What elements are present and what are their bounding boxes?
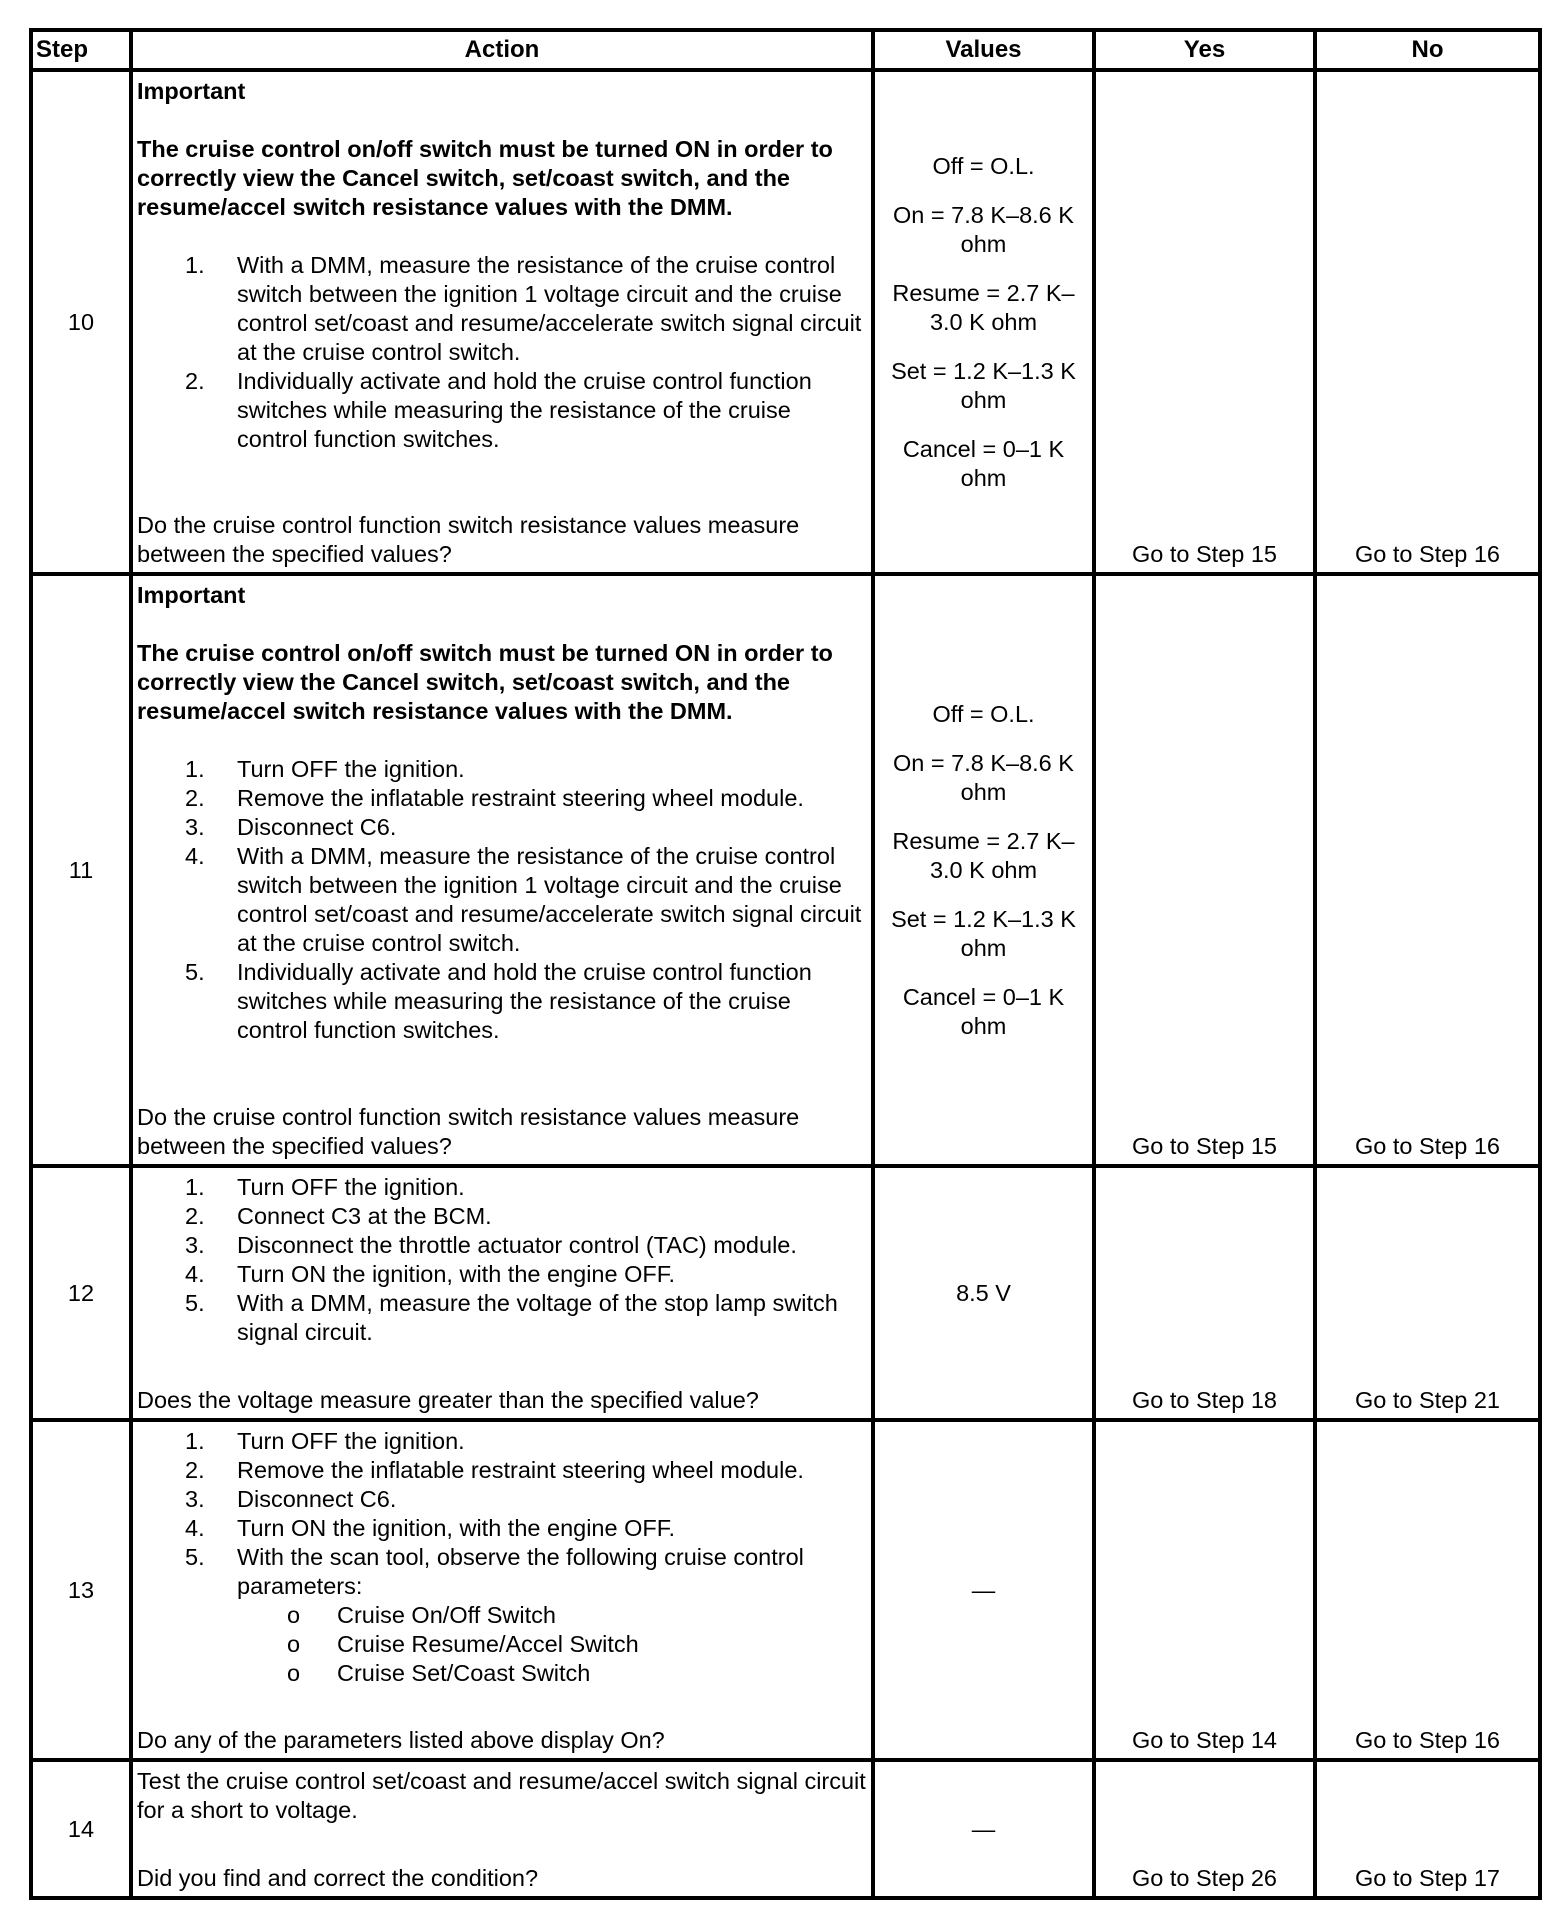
no-link[interactable]: Go to Step 21 [1315,1166,1540,1420]
important-notice: The cruise control on/off switch must be turned ON in order to correctly view the Cancel switch, set/coast switch, and the resume/accel switch resistance values with the DMM. [137,640,833,724]
value-text: Set = 1.2 K–1.3 K ohm [891,905,1076,961]
action-cell [131,1166,873,1420]
table-row [31,1420,1540,1760]
step-number: 10 [31,70,131,574]
header-step: Step [31,30,131,70]
parameter-list [237,1601,867,1688]
values-cell [873,1420,1094,1760]
value-text: 8.5 V [956,1279,1011,1306]
list-item: 1. With a DMM, measure the resistance of the cruise control switch between the ignition 1 voltage circuit and the cruise control set/coast and resume/accelerate switch signal circuit at the cruise control switch. [185,252,862,365]
value-text: Off = O.L. [932,152,1035,179]
important-notice: The cruise control on/off switch must be turned ON in order to correctly view the Cancel switch, set/coast switch, and the resume/accel switch resistance values with the DMM. [137,136,833,220]
step-question: Do any of the parameters listed above display On? [137,1727,665,1753]
value-text: On = 7.8 K–8.6 K ohm [893,749,1074,805]
list-item: 3. Disconnect C6. [185,1486,397,1512]
value-text: — [971,1576,996,1603]
action-cell [131,1760,873,1898]
table-row [31,70,1540,574]
list-item: 1. Turn OFF the ignition. [185,1428,465,1454]
header-values: Values [873,30,1094,70]
table-row [31,1166,1540,1420]
values-cell [873,70,1094,574]
no-link[interactable]: Go to Step 16 [1315,1420,1540,1760]
yes-link[interactable]: Go to Step 15 [1094,574,1315,1166]
list-item: 2. Remove the inflatable restraint steering wheel module. [185,785,804,811]
step-question: Do the cruise control function switch resistance values measure between the specified values? [137,512,800,567]
parameter-item: o Cruise On/Off Switch [287,1602,556,1628]
values-cell [873,1166,1094,1420]
list-item: 4. Turn ON the ignition, with the engine OFF. [185,1261,676,1287]
list-item: 1. Turn OFF the ignition. [185,756,465,782]
list-item: 2. Connect C3 at the BCM. [185,1203,492,1229]
list-item: 2. Remove the inflatable restraint steering wheel module. [185,1457,804,1483]
list-item: 4. With a DMM, measure the resistance of the cruise control switch between the ignition 1 voltage circuit and the cruise control set/coast and resume/accelerate switch signal circuit at the cruise control switch. [185,843,862,956]
action-cell [131,1420,873,1760]
list-item: 3. Disconnect the throttle actuator control (TAC) module. [185,1232,797,1258]
step-list [137,1427,867,1688]
value-text: Cancel = 0–1 K ohm [902,435,1065,491]
step-instruction: Test the cruise control set/coast and resume/accel switch signal circuit for a short to voltage. [137,1768,866,1823]
step-list [137,755,867,1045]
step-list [137,1173,867,1347]
table-row [31,574,1540,1166]
no-link[interactable]: Go to Step 16 [1315,574,1540,1166]
diagnostic-table [29,28,1542,1900]
table-row [31,1760,1540,1898]
no-link[interactable]: Go to Step 17 [1315,1760,1540,1898]
yes-link[interactable]: Go to Step 14 [1094,1420,1315,1760]
values-cell [873,574,1094,1166]
step-question: Does the voltage measure greater than the specified value? [137,1387,759,1413]
header-yes: Yes [1094,30,1315,70]
parameter-item: o Cruise Set/Coast Switch [287,1660,591,1686]
header-no: No [1315,30,1540,70]
step-number: 11 [31,574,131,1166]
list-item: 3. Disconnect C6. [185,814,397,840]
no-link[interactable]: Go to Step 16 [1315,70,1540,574]
step-list [137,251,867,454]
header-action: Action [131,30,873,70]
yes-link[interactable]: Go to Step 26 [1094,1760,1315,1898]
list-item: 1. Turn OFF the ignition. [185,1174,465,1200]
list-item: 5. With the scan tool, observe the following cruise control parameters: o Cruise On/Off Switch o Cruise Resume/Accel Switch o Cruise Set/Coast Switch [137,1543,867,1688]
action-cell [131,574,873,1166]
step-question: Did you find and correct the condition? [137,1865,539,1891]
step-question: Do the cruise control function switch resistance values measure between the specified values? [137,1104,800,1159]
list-item: 2. Individually activate and hold the cruise control function switches while measuring the resistance of the cruise control function switches. [185,368,812,452]
parameter-item: o Cruise Resume/Accel Switch [287,1631,639,1657]
yes-link[interactable]: Go to Step 18 [1094,1166,1315,1420]
header-row [31,30,1540,70]
values-cell [873,1760,1094,1898]
important-heading: Important [137,582,246,608]
list-item: 4. Turn ON the ignition, with the engine OFF. [185,1515,676,1541]
step-number: 12 [31,1166,131,1420]
value-text: Resume = 2.7 K–3.0 K ohm [892,827,1075,883]
list-item: 5. Individually activate and hold the cruise control function switches while measuring the resistance of the cruise control function switches. [185,959,812,1043]
value-text: Cancel = 0–1 K ohm [902,983,1065,1039]
yes-link[interactable]: Go to Step 15 [1094,70,1315,574]
value-text: Off = O.L. [932,700,1035,727]
step-number: 14 [31,1760,131,1898]
important-heading: Important [137,78,246,104]
value-text: Resume = 2.7 K–3.0 K ohm [892,279,1075,335]
action-cell [131,70,873,574]
value-text: Set = 1.2 K–1.3 K ohm [891,357,1076,413]
value-text: — [971,1815,996,1842]
value-text: On = 7.8 K–8.6 K ohm [893,201,1074,257]
list-item: 5. With a DMM, measure the voltage of the stop lamp switch signal circuit. [185,1290,838,1345]
step-number: 13 [31,1420,131,1760]
